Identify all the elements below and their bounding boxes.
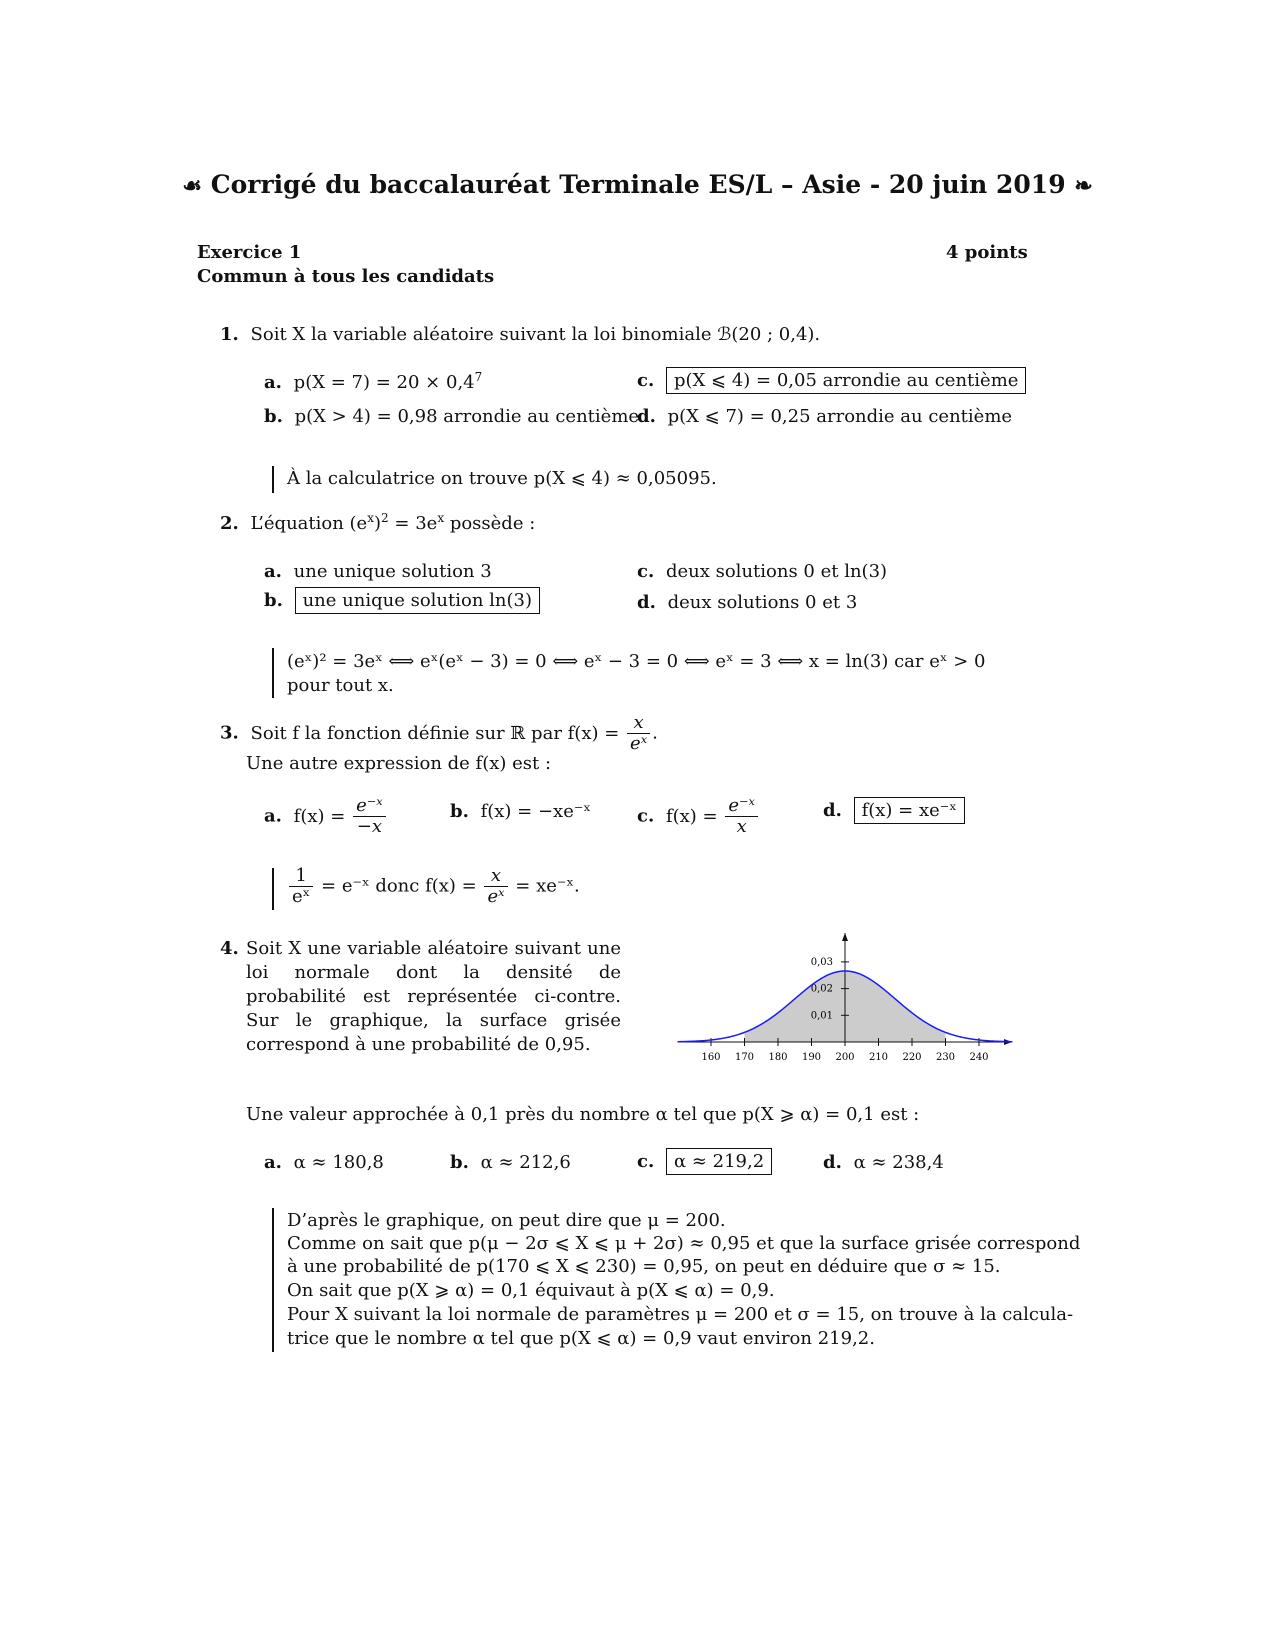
- title-text: Corrigé du baccalauréat Terminale ES/L – Asie - 20 juin 2019: [210, 170, 1066, 199]
- q3-corr-num2: x: [490, 865, 502, 886]
- q1-a-exponent: 7: [474, 370, 483, 384]
- q3-correction: [287, 866, 580, 907]
- y-axis-arrow-icon: [842, 933, 848, 941]
- q2-text-3: = 3e: [388, 513, 438, 534]
- q3-d-answer-box: f(x) = xe⁻ˣ: [854, 797, 965, 824]
- x-ticks: [701, 1038, 988, 1063]
- q4-correction-line-1: D’après le graphique, on peut dire que μ = 200.: [287, 1210, 726, 1231]
- q1-b-text: p(X > 4) = 0,98 arrondie au centième: [294, 406, 640, 427]
- q3-a-lhs: f(x) =: [293, 805, 346, 827]
- q1-correction-bar: [272, 466, 274, 493]
- exercise-points: 4 points: [946, 242, 1028, 263]
- q3-statement: 3. Soit f la fonction définie sur ℝ par f(x) = $\frac{x}{\text{eˣ}}$ .: [220, 712, 658, 754]
- q4-correction-line-5: Pour X suivant la loi normale de paramètres μ = 200 et σ = 15, on trouve à la calcula-: [287, 1304, 1074, 1325]
- x-tick-label: 210: [868, 1052, 889, 1063]
- y-tick-label: 0,01: [810, 1010, 833, 1022]
- q3-corr-end: = xe⁻ˣ.: [515, 875, 580, 897]
- q1-b-label: b.: [264, 406, 283, 427]
- q3-frac-num: x: [633, 712, 644, 733]
- q2-option-d: [637, 591, 857, 615]
- q4-a-text: α ≈ 180,8: [293, 1152, 384, 1173]
- q2-text-4: possède :: [444, 513, 536, 534]
- q3-c-fraction: [725, 796, 758, 837]
- q1-d-text: p(X ⩽ 7) = 0,25 arrondie au centième: [667, 406, 1013, 427]
- q3-d-label: d.: [823, 800, 842, 821]
- q1-c-answer-box: p(X ⩽ 4) = 0,05 arrondie au centième: [666, 367, 1026, 394]
- q3-text-1: Soit f la fonction définie sur ℝ par f(x) =: [250, 722, 620, 744]
- q3-a-num: e⁻ˣ: [356, 795, 383, 816]
- q4-c-answer-box: α ≈ 219,2: [666, 1148, 772, 1175]
- q1-text: Soit X la variable aléatoire suivant la loi binomiale ℬ(20 ; 0,4).: [250, 324, 821, 345]
- q2-a-text: une unique solution 3: [293, 561, 492, 582]
- q2-a-label: a.: [264, 561, 282, 582]
- y-tick-label: 0,02: [810, 983, 833, 995]
- q3-text-2: Une autre expression de f(x) est :: [246, 753, 552, 774]
- x-tick-label: 240: [969, 1052, 989, 1063]
- q3-corr-den: eˣ: [289, 886, 313, 907]
- x-tick-label: 170: [734, 1052, 755, 1063]
- x-tick-label: 230: [935, 1052, 956, 1063]
- q3-a-label: a.: [264, 805, 282, 827]
- q4-d-label: d.: [823, 1152, 842, 1173]
- q3-option-a: [264, 796, 388, 837]
- ornament-right-icon: ❧: [1074, 173, 1093, 199]
- q2-correction-line2: pour tout x.: [287, 675, 394, 696]
- x-tick-label: 190: [801, 1052, 822, 1063]
- x-tick-label: 220: [902, 1052, 922, 1063]
- q2-sup-2: 2: [381, 511, 389, 525]
- q3-a-fraction: [353, 796, 386, 837]
- q3-fraction: [627, 713, 650, 754]
- q3-c-den: x: [725, 816, 758, 837]
- q3-a-den: −x: [353, 816, 386, 837]
- q3-option-d: [823, 799, 965, 823]
- q2-b-answer-box: une unique solution ln(3): [295, 587, 540, 614]
- q2-option-a: [264, 560, 492, 584]
- q3-option-c: [637, 796, 760, 837]
- q2-sup-1: x: [367, 511, 374, 525]
- q4-option-c: [637, 1150, 772, 1174]
- q1-option-d: [637, 405, 1012, 429]
- q3-corr-fraction-2: [484, 866, 507, 907]
- q2-statement: [220, 512, 535, 536]
- q4-correction-line-6: trice que le nombre α tel que p(X ⩽ α) = 0,9 vaut environ 219,2.: [287, 1328, 875, 1349]
- q4-b-label: b.: [450, 1152, 469, 1173]
- q4-question: Une valeur approchée à 0,1 près du nombre α tel que p(X ⩾ α) = 0,1 est :: [246, 1104, 920, 1125]
- q2-sup-3: x: [437, 511, 445, 525]
- q3-b-text: f(x) = −xe⁻ˣ: [480, 801, 591, 822]
- q3-corr-mid: = e⁻ˣ donc f(x) =: [321, 875, 477, 897]
- page-title: [0, 170, 1275, 199]
- normal-density-chart: [670, 925, 1020, 1075]
- q3-number: 3.: [220, 722, 239, 744]
- q1-statement: [220, 323, 820, 347]
- q2-b-label: b.: [264, 590, 283, 611]
- x-tick-label: 160: [701, 1052, 721, 1063]
- q4-correction-bar: [272, 1208, 274, 1352]
- q4-b-text: α ≈ 212,6: [480, 1152, 571, 1173]
- q2-d-label: d.: [637, 592, 656, 613]
- q3-c-lhs: f(x) =: [665, 805, 718, 827]
- exercise-subtitle: Commun à tous les candidats: [197, 266, 495, 287]
- q1-correction: À la calculatrice on trouve p(X ⩽ 4) ≈ 0,05095.: [287, 468, 717, 489]
- q4-c-label: c.: [637, 1151, 655, 1172]
- q2-correction-bar: [272, 648, 274, 698]
- exercise-name: Exercice 1: [197, 242, 302, 263]
- q1-a-text: p(X = 7) = 20 × 0,4: [293, 372, 475, 393]
- q2-d-text: deux solutions 0 et 3: [667, 592, 858, 613]
- x-tick-label: 200: [835, 1052, 855, 1063]
- q3-c-label: c.: [637, 805, 655, 827]
- q3-c-num: e⁻ˣ: [728, 795, 755, 816]
- q2-text-1: L’équation (e: [250, 513, 368, 534]
- q3-frac-den: eˣ: [627, 733, 650, 754]
- q4-option-d: [823, 1151, 944, 1175]
- q4-correction-line-2: Comme on sait que p(μ − 2σ ⩽ X ⩽ μ + 2σ) ≈ 0,95 et que la surface grisée correspond: [287, 1233, 1081, 1254]
- q3-b-label: b.: [450, 801, 469, 822]
- q4-statement: Soit X une variable aléatoire suivant une loi normale dont la densité de probabilité est représentée ci-contre. Sur le graphique, la surface grisée correspond à une probabilité de 0,95.: [246, 938, 621, 1055]
- q1-a-label: a.: [264, 372, 282, 393]
- q3-corr-num: 1: [295, 865, 307, 886]
- q2-option-b: [264, 589, 540, 613]
- y-tick-label: 0,03: [810, 956, 833, 968]
- q1-c-label: c.: [637, 370, 655, 391]
- q4-option-a: [264, 1151, 384, 1175]
- q1-option-c: [637, 369, 1026, 393]
- q4-a-label: a.: [264, 1152, 282, 1173]
- q4-correction-line-4: On sait que p(X ⩾ α) = 0,1 équivaut à p(X ⩽ α) = 0,9.: [287, 1280, 775, 1301]
- q3-corr-den2: eˣ: [484, 886, 507, 907]
- q2-correction-line1: (eˣ)² = 3eˣ ⟺ eˣ(eˣ − 3) = 0 ⟺ eˣ − 3 = 0 ⟺ eˣ = 3 ⟺ x = ln(3) car eˣ > 0: [287, 651, 986, 672]
- q1-d-label: d.: [637, 406, 656, 427]
- q1-option-a: [264, 371, 482, 395]
- q4-correction-line-3: à une probabilité de p(170 ⩽ X ⩽ 230) = 0,95, on peut en déduire que σ ≈ 15.: [287, 1256, 1001, 1277]
- q4-number: 4.: [220, 938, 239, 959]
- q4-option-b: [450, 1151, 571, 1175]
- q1-option-b: [264, 405, 639, 429]
- q2-text-2: ): [374, 513, 382, 534]
- q2-c-text: deux solutions 0 et ln(3): [665, 561, 888, 582]
- ornament-left-icon: ☙: [182, 173, 202, 199]
- q2-number: 2.: [220, 513, 239, 534]
- q2-c-label: c.: [637, 561, 655, 582]
- q1-number: 1.: [220, 324, 239, 345]
- q4-d-text: α ≈ 238,4: [853, 1152, 944, 1173]
- x-tick-label: 180: [768, 1052, 788, 1063]
- q3-correction-bar: [272, 868, 274, 910]
- q2-option-c: [637, 560, 887, 584]
- q3-option-b: [450, 800, 591, 824]
- q3-corr-fraction-1: [289, 866, 313, 907]
